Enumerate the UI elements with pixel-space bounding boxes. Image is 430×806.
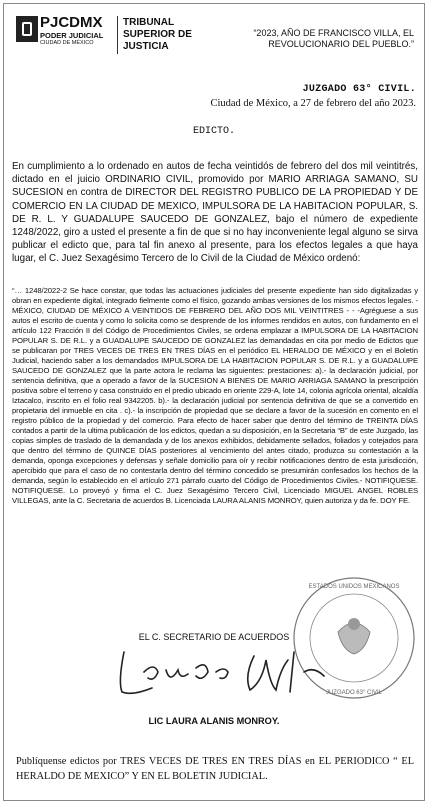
header-divider [117,16,118,54]
handwritten-signature [104,642,344,702]
tribunal-name: TRIBUNAL SUPERIOR DE JUSTICIA [123,17,192,52]
svg-text:JUZGADO 63° CIVIL: JUZGADO 63° CIVIL [325,690,383,696]
document-page [3,3,425,801]
publication-note: Publíquense edictos por TRES VECES DE TRES EN TRES DÍAS en EL PERIODICO “ EL HERALDO DE MEXICO” Y EN EL BOLETIN JUDICIAL. [16,756,414,782]
court-logo [16,16,116,56]
signer-name: LIC LAURA ALANIS MONROY. [148,716,280,726]
court-name: JUZGADO 63° CIVIL. [302,84,416,95]
logo-city: CIUDAD DE MÉXICO [40,40,94,46]
svg-text:ESTADOS UNIDOS MEXICANOS: ESTADOS UNIDOS MEXICANOS [308,584,400,590]
document-title: EDICTO. [192,126,235,137]
logo-emblem-icon [16,16,38,42]
date-line: Ciudad de México, a 27 de febrero del año 2023. [210,98,416,109]
year-motto: “2023, AÑO DE FRANCISCO VILLA, EL REVOLUCIONARIO DEL PUEBLO.” [253,28,414,49]
court-order-text: “… 1248/2022-2 Se hace constar, que todas las actuaciones judiciales del presente expediente han sido digitalizadas y obran en expediente digital, integrado fielmente como el físico, gozando ambas versiones de los mismos efectos legales. -MÉXICO, CIUDAD DE MÉXICO A VEINTIDOS DE FEBRERO DEL AÑO DOS MIL VEINTITRES - - -Agréguese a sus autos el escrito de cuenta y como lo solicita como se desprende de los informes rendidos en autos, con fundamento en el artículo 122 Fracción II del Código de Procedimientos Civiles, se ordena emplazar a IMPULSORA DE LA HABITACION POPULAR S. DE R.L. y a GUADALUPE SAUCEDO DE GONZALEZ las demandadas en cita por medio de Edictos que se publicaran por TRES VECES DE TRES EN TRES DÍAS en el periódico EL HERALDO DE MÉXICO y en el Boletín Judicial, haciendo saber a los demandados IMPULSORA DE LA HABITACION POPULAR S. DE R.L. y a GUADALUPE SAUCEDO DE GONZALEZ que la parte actora le reclama las siguientes: prestaciones: a).- la declaración judicial, por sentencia definitiva, que a operado a favor de la SUCESION A BIENES DE MARIO ARRIAGA SAMANO la prescripción positiva sobre el terreno y casa construido en el predio ubicado en oriente 229-A, lote 14, colonia agrícola oriental, alcaldía Iztacalco, inscrito en el folio real 9342205. b).- la declaración judicial por sentencia definitiva de que se a convertido en propietaria del inmueble en cita . c).- la inscripción de propiedad que se declare a favor de la sucesión en comento en el registro público de la propiedad y del comercio. Para efecto de hacer saber que dentro del término de TREINTA DÍAS contados a partir de la ultima publicación de los edictos, quedan a su disposición, en la Secretaria “B” de este Juzgado, las copias simples de traslado de la demandada y de los anexos exhibidos, debidamente sellados, foliados y cotejados para que dentro del término de QUINCE DÍAS posteriores al vencimiento del antes citado, produzca su contestación a la demanda, oponga excepciones y defensas y señale domicilio para oír y recibir notificaciones dentro de esta jurisdicción, apercibido que para el caso de no contestarla dentro del término concedido se presumirán confesados los hechos de la demanda, según lo establecido en el artículo 271 párrafo cuarto del Código de Procedimientos Civiles.- NOTIFIQUESE. NOTIFIQUESE. Lo proveyó y firma el C. Juez Sexagésimo Tercero Civil, Licenciado MIGUEL ANGEL ROBLES VILLEGAS, ante la C. Secretaria de acuerdos B. Licenciada LAURA ALANIS MONROY, quien autoriza y da fe. DOY FE. [12,286,418,505]
logo-subtitle: PODER JUDICIAL [40,31,104,40]
main-paragraph: En cumplimiento a lo ordenado en autos de fecha veintidós de febrero del dos mil veintitrés, dictado en el juicio ORDINARIO CIVIL, promovido por MARIO ARRIAGA SAMANO, SU SUCESION en contra de DIRECTOR DEL REGISTRO PUBLICO DE LA PROPIEDAD Y DE COMERCIO EN LA CIUDAD DE MEXICO, IMPULSORA DE LA HABITACION POPULAR, S. DE R. L. Y GUADALUPE SAUCEDO DE GONZALEZ, bajo el número de expediente 1248/2022, giro a usted el presente a fin de que si no hay inconveniente legal alguno se sirva publicar el edicto que, para tal fin anexo al presente, para los efectos legales a que haya lugar, el C. Juez Sexagésimo Tercero de lo Civil de la Ciudad de México ordenó: [12,161,418,265]
secretary-title: EL C. SECRETARIO DE ACUERDOS [138,632,290,642]
logo-title: PJCDMX [40,14,103,31]
